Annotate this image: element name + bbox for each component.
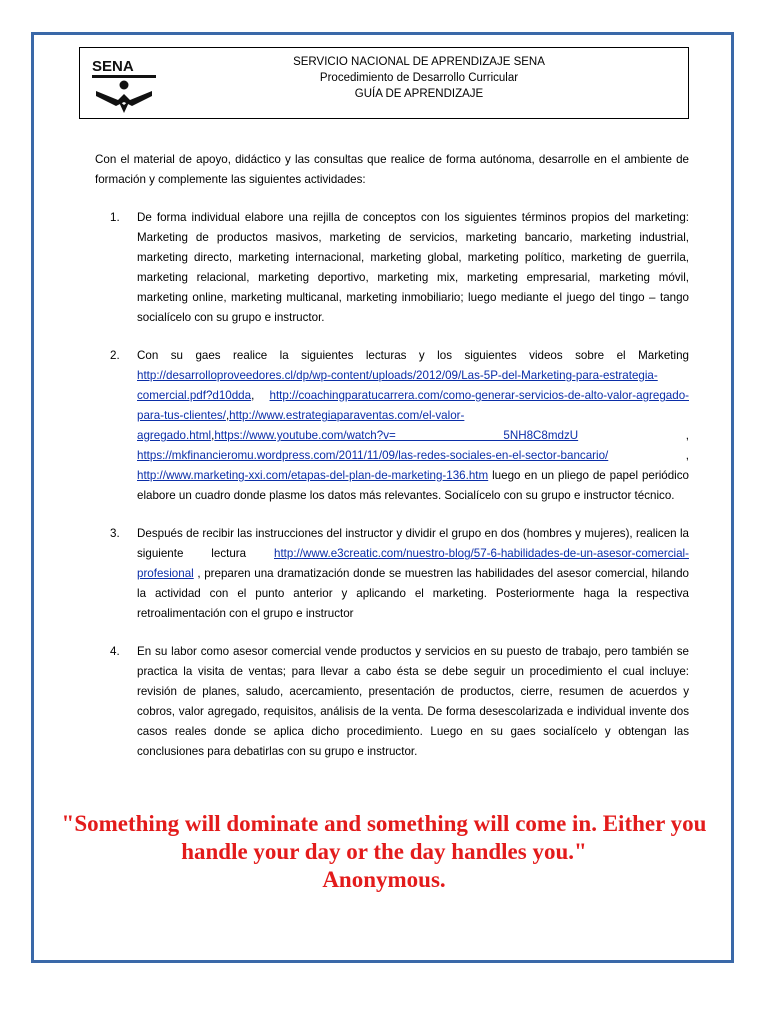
- header-guide-title: GUÍA DE APRENDIZAJE: [354, 88, 484, 100]
- link-youtube-video[interactable]: https://www.youtube.com/watch?v= 5NH8C8mdzU: [214, 429, 579, 442]
- activity-item-4: [95, 642, 689, 762]
- quote-text: "Something will dominate and something will come in. Either you handle your day or the day handles you.": [61, 811, 707, 864]
- link-estrategiaparaventas[interactable]: http://www.estrategiaparaventas.com/el-valor-agregado.html: [137, 409, 465, 442]
- activity-text-after: luego en un pliego de papel periódico elabore un cuadro donde plasme los datos más relevantes. Socialícelo con su grupo e instructor técnico.: [137, 469, 689, 502]
- activity-item-3: [95, 524, 689, 624]
- activity-item-2: 2. Con su gaes realice la siguientes lecturas y los siguientes videos sobre el Marketing http://desarrolloproveedores.cl/dp/wp-content/uploads/2012/09/Las-5P-del-Marketing-para-estrategia-comercial.pdf?d10dda, http://coachingparatucarrera.com/como-generar-servicios-de-alto-valor-agregado-para-tus-clientes/,http://www.estrategiaparaventas.com/el-valor-agregado.html,https://www.youtube.com/watch?v= 5NH8C8mdzU , https://mkfinancieromu.wordpress.com/2011/11/09/las-redes-sociales-en-el-sector-bancario/ , http://www.marketing-xxi.com/etapas-del-plan-de-marketing-136.htm luego en un pliego de papel periódico elabore un cuadro donde plasme los datos más relevantes. Socialícelo con su grupo e instructor técnico.: [95, 346, 689, 506]
- link-coachingparatucarrera[interactable]: http://coachingparatucarrera.com/como-generar-servicios-de-alto-valor-agregado-para-tus-clientes/: [137, 389, 689, 422]
- link-marketing-xxi[interactable]: http://www.marketing-xxi.com/etapas-del-plan-de-marketing-136.htm: [137, 469, 489, 482]
- activity-text: Después de recibir las instrucciones del instructor y dividir el grupo en dos (hombres y mujeres), realicen la siguiente lectura: [137, 527, 689, 560]
- activity-text-after: , preparen una dramatización donde se muestren las habilidades del asesor comercial, hilando la actividad con el punto anterior y aplicando el marketing. Posteriormente haga la respectiva retroalimentación con el grupo e instructor: [137, 567, 689, 620]
- header-procedure: Procedimiento de Desarrollo Curricular: [319, 72, 519, 84]
- logo-text: SENA: [92, 58, 134, 75]
- activity-number: 4.: [110, 645, 120, 658]
- sena-logo-icon: [88, 56, 160, 114]
- activities-list: [95, 208, 689, 762]
- document-body: [95, 150, 689, 780]
- activity-text: Con su gaes realice la siguientes lecturas y los siguientes videos sobre el Marketing: [137, 349, 689, 362]
- intro-paragraph: Con el material de apoyo, didáctico y las consultas que realice de forma autónoma, desarrolle en el ambiente de formación y complemente las siguientes actividades:: [95, 153, 689, 186]
- link-desarrolloproveedores[interactable]: http://desarrolloproveedores.cl/dp/wp-content/uploads/2012/09/Las-5P-del-Marketing-para-estrategia-comercial.pdf?d10dda: [137, 369, 658, 402]
- link-e3creatic[interactable]: http://www.e3creatic.com/nuestro-blog/57-6-habilidades-de-un-asesor-comercial-profesional: [137, 547, 689, 580]
- document-header: [79, 47, 689, 119]
- activity-item-1: [95, 208, 689, 328]
- header-institution: SERVICIO NACIONAL DE APRENDIZAJE SENA: [293, 56, 545, 68]
- activity-text: En su labor como asesor comercial vende productos y servicios en su puesto de trabajo, pero también se practica la visita de ventas; para llevar a cabo ésta se debe seguir un procedimiento el cual incluye: revisión de planes, saludo, acercamiento, presentación de productos, cierre, resumen de acuerdos y cobros, valor agregado, requisitos, análisis de la venta. De forma desescolarizada e individual invente dos casos reales donde se aplica dicho procedimiento. Luego en su gaes socialícelo y obtengan las conclusiones para debatirlas con su grupo e instructor.: [137, 645, 689, 758]
- activity-number: 3.: [110, 527, 120, 540]
- quote-author: Anonymous.: [322, 867, 446, 892]
- activity-text: De forma individual elabore una rejilla de conceptos con los siguientes términos propios del marketing: Marketing de productos masivos, marketing de servicios, marketing bancario, marketing industrial, marketing directo, marketing internacional, marketing global, marketing político, marketing de guerrila, marketing relacional, marketing deportivo, marketing mix, marketing empresarial, marketing móvil, marketing online, marketing multicanal, marketing inmobiliario; luego mediante el juego del tingo – tango socialícelo con su grupo e instructor.: [137, 211, 689, 324]
- activity-number: 2.: [110, 349, 120, 362]
- closing-quote: [60, 810, 708, 894]
- activity-number: 1.: [110, 211, 120, 224]
- link-mkfinancieromu[interactable]: https://mkfinancieromu.wordpress.com/2011/11/09/las-redes-sociales-en-el-sector-bancario/: [137, 449, 609, 462]
